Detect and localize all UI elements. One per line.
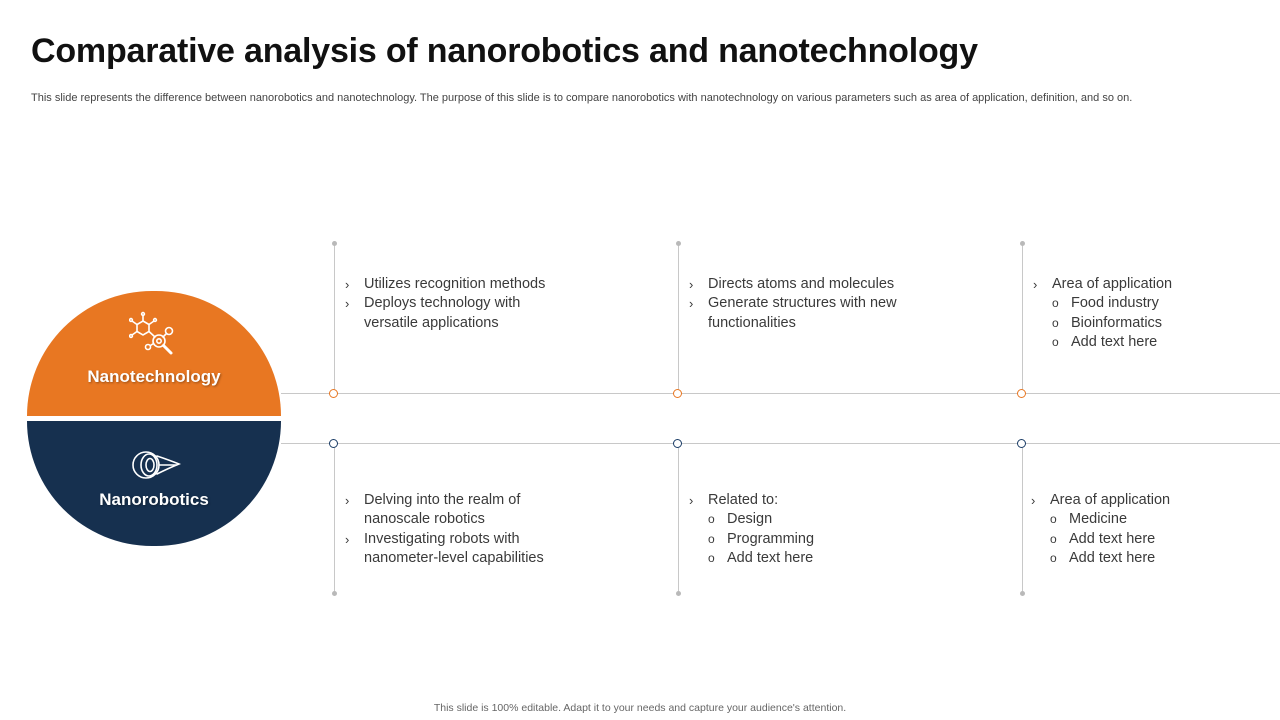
circle-bullet-icon: o: [1050, 531, 1057, 546]
connector-end-dot: [332, 591, 337, 596]
chevron-right-icon: ›: [345, 531, 350, 547]
bullet-text: Add text here: [727, 549, 814, 566]
sub-bullet-item: [689, 510, 969, 529]
sub-bullet-item: [1033, 294, 1273, 313]
bullet-item: [689, 294, 969, 313]
chevron-right-icon: ›: [345, 296, 350, 312]
bullet-item: [1033, 275, 1273, 294]
sub-bullet-item: [1031, 510, 1271, 529]
bullet-item: [1031, 491, 1271, 510]
circle-bullet-icon: o: [1050, 512, 1057, 527]
bullet-text: Area of application: [1050, 492, 1171, 508]
bullet-item: [345, 275, 625, 294]
circle-bullet-icon: o: [708, 550, 715, 565]
sub-bullet-item: [1031, 549, 1271, 568]
connector-end-dot: [332, 241, 337, 246]
connector-top-2: [678, 243, 679, 393]
bullet-continuation: functionalities: [708, 314, 796, 331]
chevron-right-icon: ›: [1033, 277, 1038, 292]
bullet-text: Programming: [727, 530, 815, 547]
connector-top-3: [1022, 243, 1023, 393]
nanorobotics-axis-line: [281, 443, 1280, 444]
chevron-right-icon: ›: [1031, 493, 1036, 508]
bullet-text: Design: [727, 511, 773, 528]
connector-top-1: [334, 243, 335, 393]
bullet-text: Directs atoms and molecules: [708, 276, 895, 292]
nanorobotics-point-block-3: [1031, 491, 1271, 568]
bullet-item: [689, 491, 969, 510]
connector-end-dot: [676, 591, 681, 596]
bullet-text: Related to:: [708, 492, 779, 508]
bullet-item: [345, 294, 625, 313]
nanorobotics-point-block-2: [689, 491, 969, 568]
circle-bullet-icon: o: [708, 531, 715, 546]
page-title: Comparative analysis of nanorobotics and nanotechnology: [31, 32, 978, 70]
sub-bullet-item: [1031, 530, 1271, 549]
bullet-text: Food industry: [1071, 295, 1159, 312]
circle-bullet-icon: o: [1052, 334, 1059, 349]
nanorobot-eye-icon: [129, 447, 181, 487]
bullet-text: Add text here: [1071, 333, 1158, 350]
connector-bottom-1: [334, 443, 335, 593]
circle-bullet-icon: o: [708, 512, 715, 527]
bullet-text: Generate structures with new: [708, 295, 897, 312]
nanotechnology-axis-line: [281, 393, 1280, 394]
bullet-item: [345, 530, 625, 549]
chevron-right-icon: ›: [689, 493, 694, 508]
bullet-text: Add text here: [1069, 549, 1156, 566]
nanotechnology-half: [27, 291, 281, 416]
timeline-node-orange: [329, 389, 338, 398]
timeline-node-navy: [329, 439, 338, 448]
sub-bullet-item: [689, 549, 969, 568]
chevron-right-icon: ›: [345, 277, 350, 292]
timeline-node-navy: [1017, 439, 1026, 448]
bullet-item: [689, 275, 969, 294]
bullet-text: Delving into the realm of: [364, 492, 521, 508]
sub-bullet-item: [1033, 314, 1273, 333]
chevron-right-icon: ›: [689, 296, 694, 312]
chevron-right-icon: ›: [689, 277, 694, 292]
chevron-right-icon: ›: [345, 493, 350, 508]
connector-end-dot: [1020, 241, 1025, 246]
circle-bullet-icon: o: [1052, 315, 1059, 330]
timeline-node-navy: [673, 439, 682, 448]
bullet-text: Deploys technology with: [364, 295, 521, 312]
nanotech-molecule-icon: [129, 311, 179, 361]
timeline-node-orange: [673, 389, 682, 398]
nanorobotics-label: Nanorobotics: [99, 490, 209, 509]
bullet-continuation: versatile applications: [364, 314, 499, 331]
timeline-node-orange: [1017, 389, 1026, 398]
bullet-text: Add text here: [1069, 530, 1156, 547]
bullet-item: [345, 491, 625, 510]
nanorobotics-half: [27, 421, 281, 546]
bullet-text: Medicine: [1069, 511, 1128, 528]
bullet-continuation: nanoscale robotics: [364, 511, 485, 528]
footer-note: This slide is 100% editable. Adapt it to your needs and capture your audience's attention.: [433, 702, 847, 714]
sub-bullet-item: [689, 530, 969, 549]
connector-bottom-2: [678, 443, 679, 593]
bullet-text: Bioinformatics: [1071, 314, 1163, 331]
sub-bullet-item: [1033, 333, 1273, 352]
nanorobotics-point-block-1: [345, 491, 625, 568]
connector-end-dot: [1020, 591, 1025, 596]
bullet-text: Area of application: [1052, 276, 1173, 292]
nanotech-point-block-3: [1033, 275, 1273, 352]
nanotech-point-block-2: [689, 275, 969, 333]
bullet-text: Investigating robots with: [364, 530, 520, 547]
circle-bullet-icon: o: [1050, 550, 1057, 565]
page-subtitle: This slide represents the difference between nanorobotics and nanotechnology. The purpose of this slide is to compare nanorobotics with nanotechnology on various parameters such as area of application, definition, and so on.: [31, 92, 1133, 104]
bullet-continuation: nanometer-level capabilities: [364, 549, 544, 566]
connector-bottom-3: [1022, 443, 1023, 593]
connector-end-dot: [676, 241, 681, 246]
bullet-text: Utilizes recognition methods: [364, 276, 546, 292]
circle-bullet-icon: o: [1052, 296, 1059, 311]
nanotech-point-block-1: [345, 275, 625, 333]
nanotechnology-label: Nanotechnology: [87, 367, 221, 386]
